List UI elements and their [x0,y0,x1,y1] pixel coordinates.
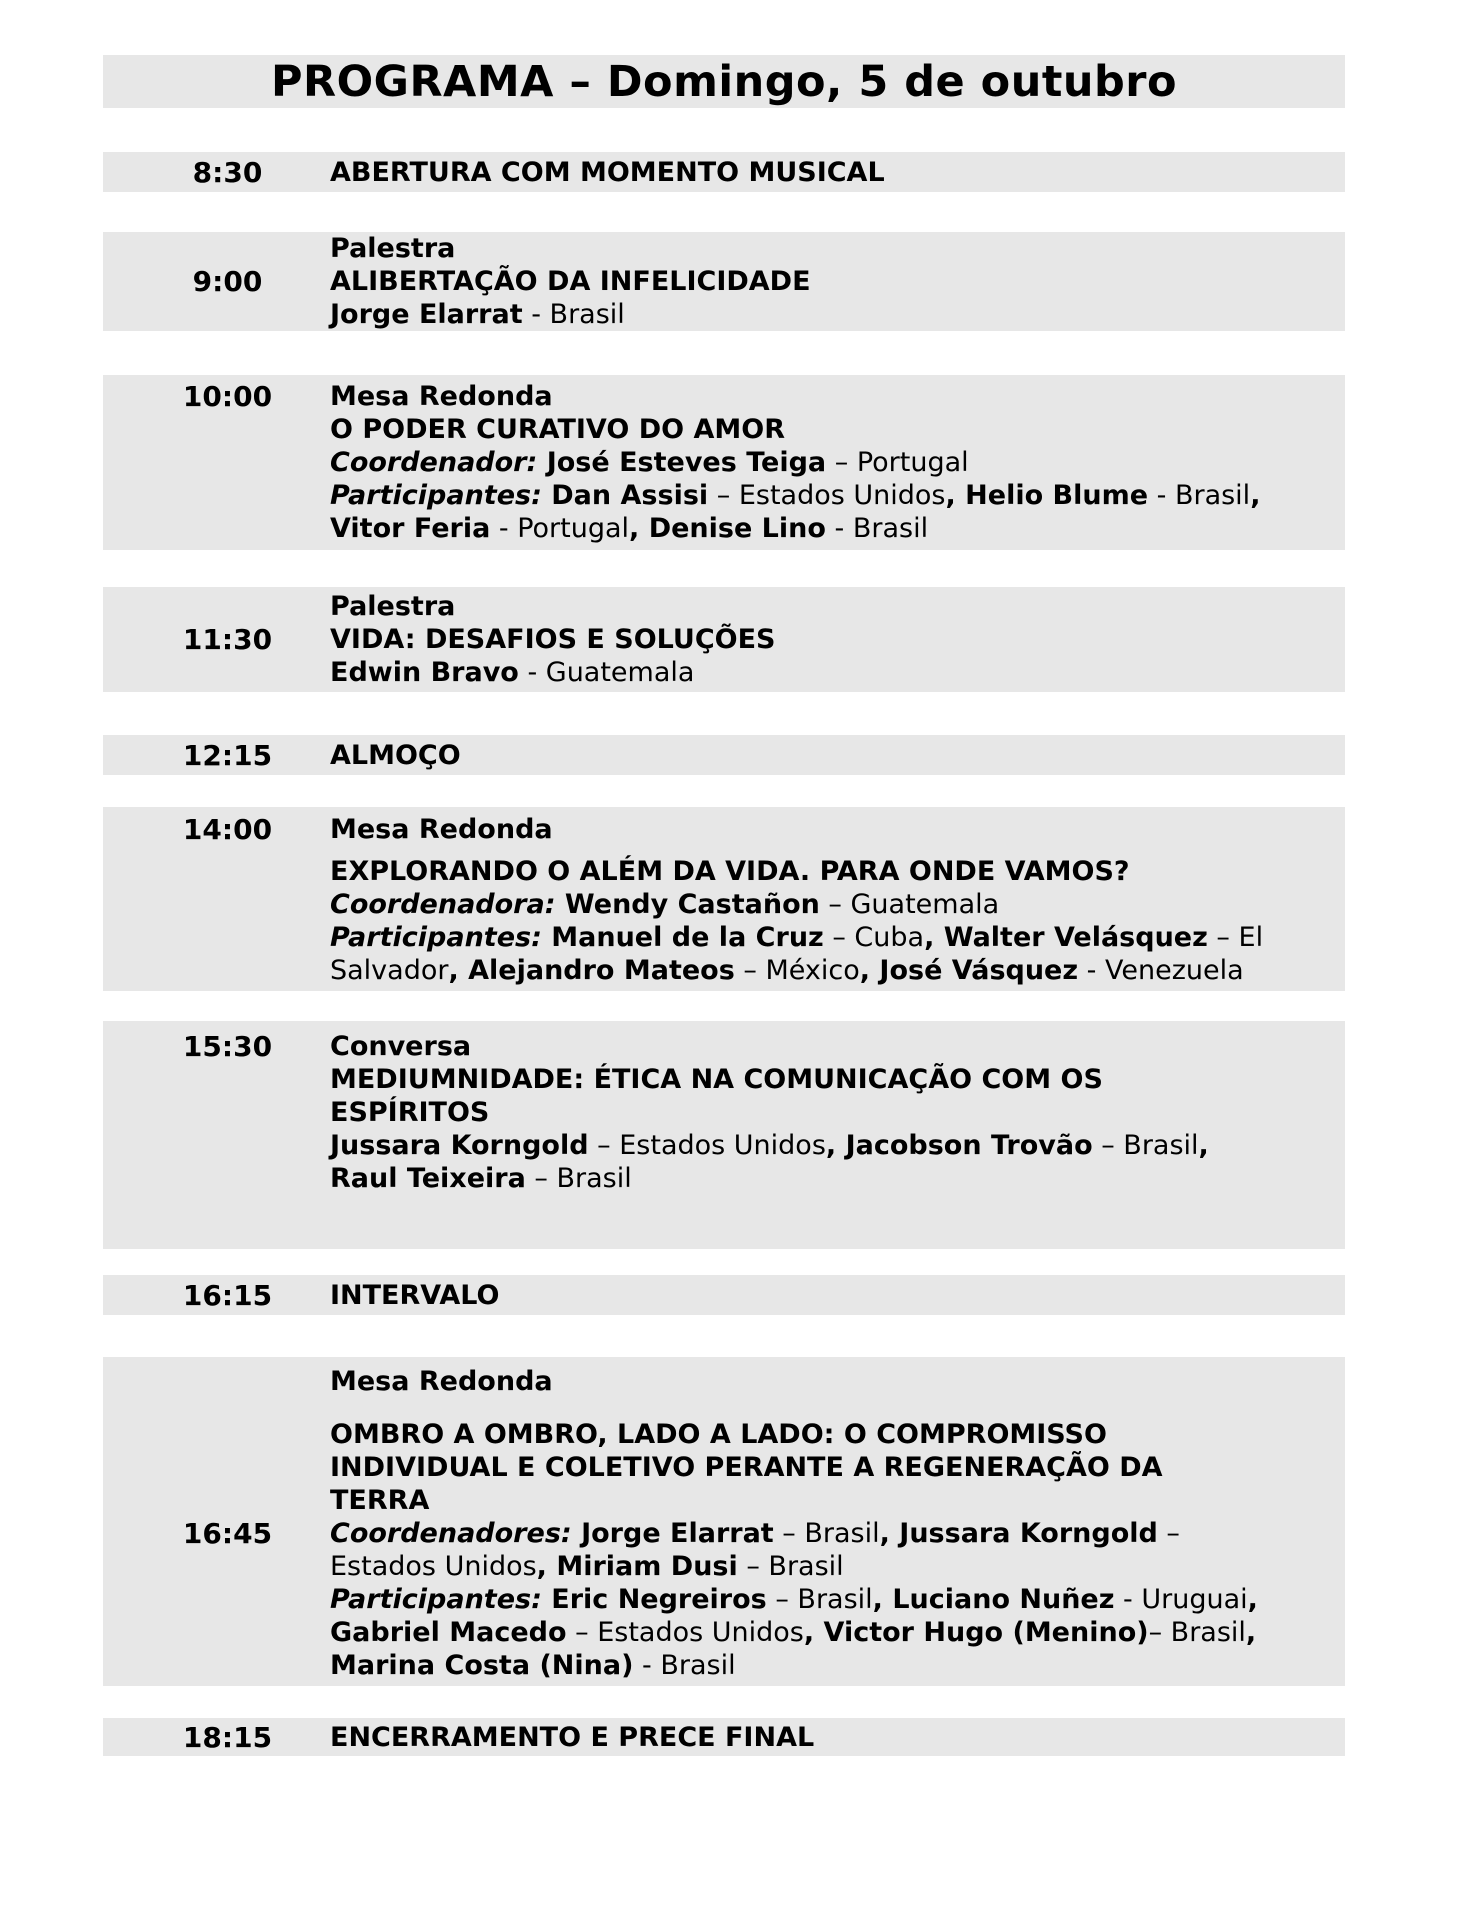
session-type-line [330,232,1345,265]
session-title-line [330,739,1345,772]
session-title: ESPÍRITOS [330,1097,490,1128]
session-content [330,1030,1345,1195]
page-title: PROGRAMA – Domingo, 5 de outubro [270,56,1178,107]
speaker-line [330,1162,1345,1195]
country-text: – Brasil [1092,1130,1199,1161]
country-text: - Brasil [1148,480,1251,511]
person-name: Eric Negreiros [541,1584,767,1615]
person-name: Marina Costa (Nina) [330,1650,634,1681]
participants-line [330,1616,1345,1649]
session-title-line [330,1096,1345,1129]
person-name: Manuel de la Cruz [541,922,824,953]
session-type: Mesa Redonda [330,1366,553,1397]
schedule-row-1130 [103,587,1345,692]
schedule-row-0830 [103,152,1345,192]
speaker-line [330,1129,1345,1162]
country-text: – México [734,955,860,986]
participants-line [330,1649,1345,1682]
coordinator-line [330,1517,1345,1550]
person-name: , Miriam Dusi [536,1551,738,1582]
person-name: , Alejandro Mateos [448,955,735,986]
time-label: 14:00 [182,813,273,846]
session-content [330,590,1345,689]
role-label: Coordenadores: [330,1518,572,1549]
session-title-line [330,413,1345,446]
session-title-line [330,265,1345,298]
session-title: MEDIUMNIDADE: ÉTICA NA COMUNICAÇÃO COM OS [330,1064,1103,1095]
coordinator-line [330,888,1345,921]
country-text: – Estados Unidos [588,1130,826,1161]
person-name: Raul Teixeira [330,1163,526,1194]
session-type-line [330,1030,1345,1063]
person-name: , Luciano Nuñez [872,1584,1115,1615]
session-title: OMBRO A OMBRO, LADO A LADO: O COMPROMISSO [330,1419,1107,1450]
time-label: 16:45 [182,1517,273,1550]
session-title: ENCERRAMENTO E PRECE FINAL [330,1721,815,1753]
country-text: – Estados Unidos [708,480,946,511]
role-label: Participantes: [330,1584,542,1615]
country-text: – Portugal [826,447,969,478]
coordinator-line [330,446,1345,479]
time-label: 18:15 [182,1720,273,1754]
comma-text: , [1245,1617,1257,1648]
country-text: - Portugal [490,513,630,544]
role-label: Participantes: [330,480,542,511]
session-type: Mesa Redonda [330,381,553,412]
session-title: ALIBERTAÇÃO DA INFELICIDADE [330,266,811,297]
speaker-line [330,298,1345,331]
person-name: Edwin Bravo [330,657,519,688]
time-label: 9:00 [192,265,263,298]
person-name: Jussara Korngold [330,1130,589,1161]
schedule-row-1645 [103,1357,1345,1686]
session-title-line [330,623,1345,656]
time-label: 15:30 [182,1030,273,1063]
schedule-row-1615 [103,1275,1345,1315]
person-name: Jorge Elarrat [330,299,523,330]
schedule-row-0900 [103,232,1345,331]
session-title: INTERVALO [330,1279,500,1311]
participants-line [330,1583,1345,1616]
session-content [330,813,1345,987]
session-title-line [330,1063,1345,1096]
speaker-line [330,656,1345,689]
session-content [330,232,1345,331]
session-type-line [330,590,1345,623]
session-title-line [330,1451,1345,1484]
session-title: INDIVIDUAL E COLETIVO PERANTE A REGENERAÇÃO DA [330,1452,1163,1483]
session-content [330,380,1345,545]
session-type: Palestra [330,591,456,622]
person-name: Vitor Feria [330,513,491,544]
session-content [330,1721,1345,1754]
country-text: - Guatemala [518,657,695,688]
comma-text: , [1250,480,1261,511]
schedule-row-1815 [103,1718,1345,1756]
country-text: Salvador [330,955,449,986]
country-text: – Brasil [773,1518,880,1549]
title-band [103,55,1345,108]
participants-line [330,954,1345,987]
session-content [330,156,1345,189]
session-title: ALMOÇO [330,739,461,771]
session-type: Palestra [330,233,456,264]
person-name: Jorge Elarrat [571,1518,774,1549]
participants-line [330,512,1345,545]
session-type: Mesa Redonda [330,814,553,845]
country-text: - Brasil [633,1650,736,1681]
session-title: EXPLORANDO O ALÉM DA VIDA. PARA ONDE VAMOS? [330,856,1130,887]
session-title-line [330,1484,1345,1517]
person-name: , Walter Velásquez [924,922,1208,953]
session-title: TERRA [330,1485,430,1516]
session-title-line [330,1279,1345,1312]
time-label: 11:30 [182,623,273,656]
country-text: – El [1207,922,1264,953]
time-label: 12:15 [182,738,273,772]
session-type-line [330,380,1345,413]
session-content [330,739,1345,772]
person-name: , Denise Lino [629,513,826,544]
role-label: Participantes: [330,922,542,953]
role-label: Coordenador: [330,447,538,478]
role-label: Coordenadora: [330,889,556,920]
session-title: O PODER CURATIVO DO AMOR [330,414,785,445]
person-name: José Esteves Teiga [537,447,827,478]
comma-text: , [1198,1130,1209,1161]
time-label: 16:15 [182,1278,273,1312]
session-title-line [330,1721,1345,1754]
person-name: , Jacobson Trovão [825,1130,1093,1161]
schedule-row-1400 [103,807,1345,991]
session-type: Conversa [330,1031,472,1062]
country-text: – Estados Unidos [566,1617,804,1648]
schedule-row-1530 [103,1021,1345,1249]
coordinator-line [330,1550,1345,1583]
session-content [330,1365,1345,1682]
country-text: – Brasil [766,1584,873,1615]
person-name: Wendy Castañon [555,889,820,920]
country-text: – Guatemala [819,889,1000,920]
time-label: 8:30 [192,155,263,189]
comma-text: , [1247,1584,1258,1615]
session-title-line [330,855,1345,888]
country-text: – Brasil [525,1163,632,1194]
country-text: - Brasil [825,513,929,544]
country-text: - Brasil [522,299,625,330]
participants-line [330,479,1345,512]
session-type-line [330,1365,1345,1398]
dash-text: – [1157,1518,1180,1549]
participants-line [330,921,1345,954]
person-name: , Helio Blume [945,480,1149,511]
country-text: – Brasil [737,1551,844,1582]
session-type-line [330,813,1345,846]
person-name: Gabriel Macedo [330,1617,567,1648]
session-title: VIDA: DESAFIOS E SOLUÇÕES [330,624,776,655]
country-text: Estados Unidos [330,1551,537,1582]
schedule-row-1000 [103,375,1345,550]
session-content [330,1279,1345,1312]
session-title-line [330,1418,1345,1451]
person-name: , Victor Hugo (Menino) [803,1617,1149,1648]
country-text: – Brasil [1148,1617,1246,1648]
country-text: – Cuba [823,922,925,953]
country-text: - Uruguai [1114,1584,1248,1615]
person-name: Dan Assisi [541,480,709,511]
session-title-line [330,156,1345,189]
person-name: , José Vásquez [859,955,1079,986]
schedule-row-1215 [103,735,1345,775]
country-text: - Venezuela [1078,955,1244,986]
person-name: , Jussara Korngold [879,1518,1158,1549]
session-title: ABERTURA COM MOMENTO MUSICAL [330,156,885,188]
time-label: 10:00 [182,380,273,413]
